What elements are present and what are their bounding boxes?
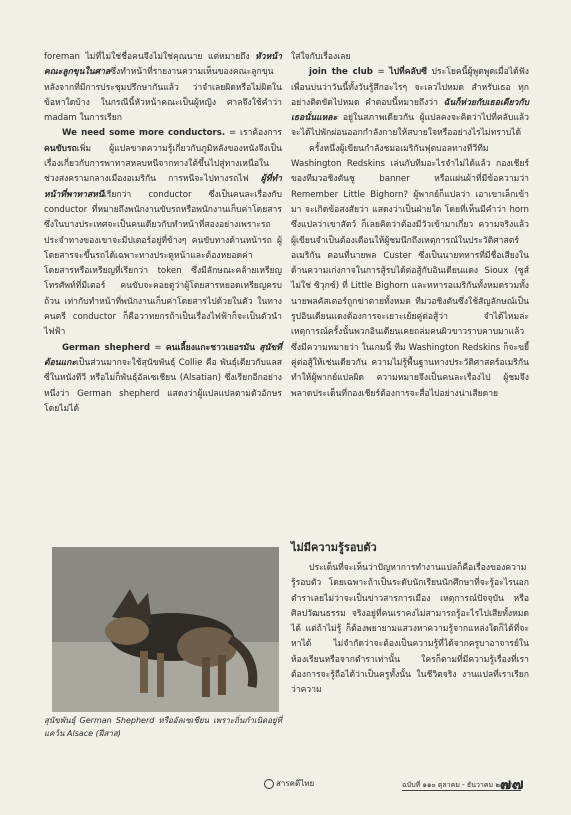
text: เพิ่ม ผู้แปลขาดความรู้เกี่ยวกับภูมิหลังของหนังจึงเป็นเรื่องเกี่ยวกับการพาทาสหลบหนีจากทางใต้ขึ้นไปสู่ทางเหนือในช่วงสงครามกลางเมืองอเมริกัน การหนีจะไปทางรถไฟ — [44, 143, 282, 185]
text: อยู่ในสภาพเดียวกัน ผู้แปลคงจะคิดว่าไปที่คลับแล้วจะได้ไปพักผ่อนออกกำลังกายให้สบายใจหรืออย่างไรไม่ทราบได้ — [291, 113, 529, 139]
text: = — [150, 342, 166, 353]
paragraph-continued: ใส่ใจกับเรื่องเลย — [291, 52, 351, 62]
page-number: ๗๗ — [500, 775, 525, 793]
paragraph-german-shepherd — [44, 341, 282, 417]
emphasis-text: ฉันก็ห่วยกับเธอเดียวกับเธอนั่นแหละ — [291, 97, 529, 124]
emphasis-text: คนเลี้ยงแกะชาวเยอรมัน — [165, 342, 256, 353]
paragraph-redskins: ครั้งหนึ่งผู้เขียนกำลังชมอเมริกันฟุตบอลทางทีวีทีม Washington Redskins เล่นกับทีมอะไรจำไม่ได้แล้ว กองเชียร์ของทีมวอชิงตันชู banner หรือแผ่นผ้าที่มีข้อความว่า Remember Little Bighorn? ผู้พากย์ก็แปลว่า เอาเขาเล็กเข้ามา จะเกิดข้อสงสัยว่า แสดงว่าเป็นฝ่ายใด โดยที่เห็นมีคำว่า horn ซึ่งแปลว่าเขาสัตว์ ก็เลยคิดว่าต้องมีวัวเข้ามาเกี่ยว ความจริงแล้ว ผู้เขียนจำเป็นต้องเตือนให้ผู้ชมนึกถึงเหตุการณ์ในประวัติศาสตร์อเมริกัน ตอนที่นายพล Custer ซึ่งเป็นนายทหารที่มีชื่อเสียงในด้านความเก่งกาจในการสู้รบได้ต่อสู้กับอินเดียนแดง Sioux (ซูส์ ไม่ใช่ ซิวุกซ์) ที่ Little Bighorn และทหารอเมริกันทั้งหมดรวมทั้งนายพลคัสเตอร์ถูกฆ่าตายทั้งหมด ทีมวอชิงตันซึ่งใช้สัญลักษณ์เป็นรูปอินเดียนแดงต้องการจะเยาะเย้ยคู่ต่อสู้ว่า จำได้ไหมล่ะ เหตุการณ์ครั้งนั้นพวกอินเดียนเคยถล่มคนผิวขาวราบคาบมาแล้ว ซึ่งมีความหมายว่า ในเกมนี้ ทีม Washington Redskins ก็จะขยี้คู่ต่อสู้ให้เช่นเดียวกัน ความไม่รู้พื้นฐานทางประวัติศาสตร์อเมริกันทำให้ผู้พากย์แปลผิด ความหมายจึงเป็นคนละเรื่องไป ผู้ชมจึงพลาดประเด็นที่กองเชียร์ต้องการจะสื่อไปอย่างน่าเสียดาย — [291, 143, 529, 399]
emphasis-text: ไปที่คลับซี — [389, 67, 427, 78]
paragraph-conductors — [44, 126, 282, 340]
photo-caption: สุนัขพันธุ์ German Shepherd หรืออัลเซเชียน เพราะถิ่นกำเนิดอยู่ที่แคว้น Alsace (ฝีสาส) — [44, 716, 282, 738]
text: foreman ไม่ที่ไม่ใช่ชื่อคนจึงไม่ใช่คุณนาย แต่หมายถึง — [44, 52, 250, 62]
left-column — [44, 50, 282, 417]
section-heading: ไม่มีความรู้รอบตัว — [291, 541, 377, 554]
emphasis-text: คนขับรถ — [44, 143, 77, 154]
paragraph-foreman — [44, 50, 282, 126]
text: ซึ่งทำหน้าที่รายงานความเห็นของคณะลูกขุน หลังจากที่มีการประชุมปรึกษากันแล้ว ว่าจำเลยผิดหรือไม่ผิดในข้อหาใดบ้าง ในกรณีนี้หัวหน้าคณะเป็นผู้หญิง ศาลจึงใช้คำว่า madam ในการเรียก — [44, 67, 282, 124]
term-text: We need some more conductors. — [62, 128, 226, 139]
page-footer — [0, 772, 571, 802]
text: เป็นส่วนมากจะใช้สุนัขพันธุ์ Collie คือ พันธุ์เดียวกับแลสซี่ในหนังทีวี หรือไม่ก็พันธุ์อัลเซเชียน (Alsatian) ซึ่งเรียกอีกอย่างหนึ่งว่า German shepherd แสดงว่าผู้แปลแปลตามตัวอักษรโดยไม่ได้ — [44, 357, 282, 414]
issue-info: ฉบับที่ ๑๑๐ ตุลาคม - ธันวาคม ๒๕๕๖ — [402, 780, 521, 791]
right-column-lower — [291, 561, 529, 699]
emphasis-text: หัวหน้าคณะลูกขุนในศาล — [44, 52, 282, 78]
german-shepherd-photo — [52, 547, 279, 712]
paragraph-general-knowledge: ประเด็นที่จะเห็นว่าปัญหาการทำงานแปลก็คือเรื่องของความรู้รอบตัว โดยเฉพาะถ้าเป็นระดับนักเรียนนักศึกษาที่จะรู้อะไรนอกตำราเลยไม่ว่าจะเป็นข่าวสารการเมือง เหตุการณ์ปัจจุบัน หรือศิลปวัฒนธรรม จริงอยู่ที่คนเราคงไม่สามารถรู้อะไรไปเสียทั้งหมดได้ แต่ถ้าไม่รู้ ก็ต้องพยายามแสวงหาความรู้จากแหล่งใดก็ได้ที่จะหาได้ ไม่จำกัดว่าจะต้องเป็นความรู้ที่ได้จากครูบาอาจารย์ในห้องเรียนหรือจากตำราเท่านั้น ใครก็ตามที่มีความรู้เรื่องที่เราต้องการจะรู้ถือได้ว่าเป็นครูทั้งนั้น ในชีวิตจริง งานแปลที่เราเรียกว่าความ — [291, 563, 529, 696]
text: ประโยคนี้ผู้พูดพูดเมื่อได้ฟังเพื่อนบ่นว่าวันนี้ทั้งวันรู้สึกอะไรๆ จะเลวไปหมด สำหรับเธอ ทุกอย่างติดขัดไปหมด คำตอบนี้หมายถึงว่า — [291, 67, 529, 108]
paragraph-join-the-club — [291, 65, 529, 141]
text: เรียกว่า conductor ซึ่งเป็นคนละเรื่องกับ conductor ที่หมายถึงพนักงานขับรถหรือพนักงานเก็บค่าโดยสาร ซึ่งในบางประเทศจะเป็นคนเดียวกับทำหน้าที่สองอย่างเพราะรถประจำทางของเขาจะมีปเตอร์อยู่ที่ข้างๆ คนขับทางด้านหน้ารถ ผู้โดยสารจะขึ้นรถได้เฉพาะทางประตูหน้าและต้องหยอดค่าโดยสารหรือเหรียญที่เรียกว่า token ซึ่งมีลักษณะคล้ายเหรียญโทรศัพท์ที่มีเตอร์ คนขับจะคอยดูว่าผู้โดยสารหยอดเหรียญครบถ้วน เท่ากับทำหน้าที่พนักงานเก็บค่าโดยสารไปด้วยในตัว ในทางคนตรี conductor ก็คือวาทยกรถ้าเป็นเรื่องไฟฟ้าก็จะเป็นตัวนำไฟฟ้า — [44, 189, 282, 338]
dog-illustration — [52, 547, 279, 712]
publication-logo — [264, 778, 314, 790]
text: = — [372, 67, 390, 78]
right-column — [291, 50, 529, 402]
text: = เราต้องการ — [225, 128, 282, 139]
emphasis-text: สุนัขที่ต้อนแกะ — [44, 342, 282, 368]
term-text: join the club — [309, 67, 373, 78]
emphasis-text: ผู้ที่ทำหน้าที่พาทาสหนี — [44, 174, 282, 200]
logo-text: สารคดีไทย — [276, 779, 315, 788]
logo-ring-icon — [264, 779, 274, 789]
term-text: German shepherd — [62, 342, 151, 353]
